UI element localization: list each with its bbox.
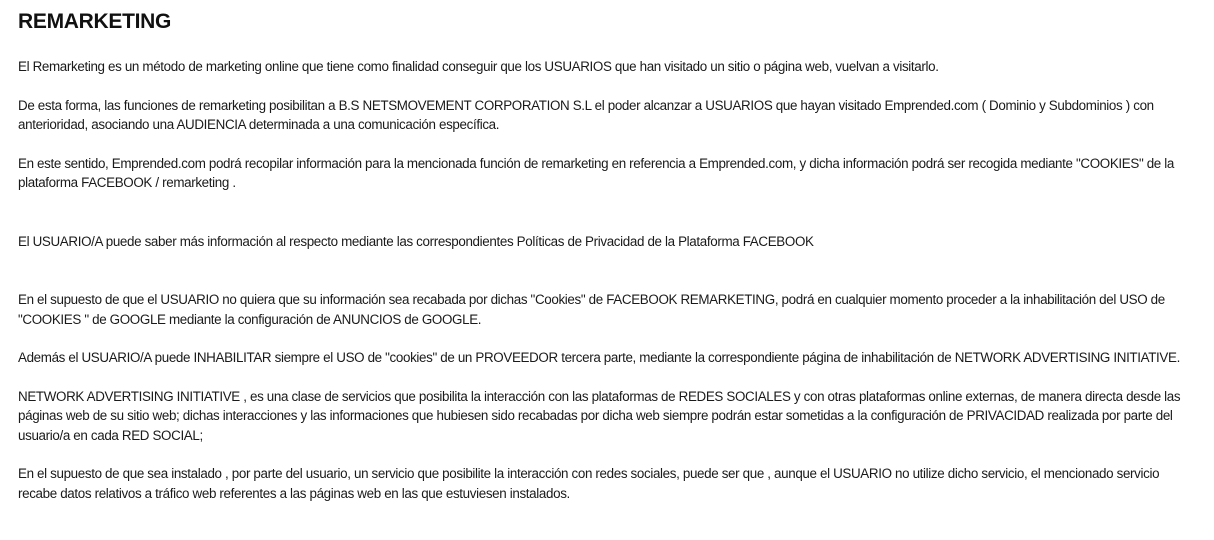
paragraph-third-party-disable: Además el USUARIO/A puede INHABILITAR siempre el USO de "cookies" de un PROVEEDOR tercera parte, mediante la correspondiente página de inhabilitación de NETWORK ADVERTISING INITIATIVE. [18, 350, 1180, 365]
paragraph-remarketing-definition: El Remarketing es un método de marketing online que tiene como finalidad conseguir que los USUARIOS que han visitado un sitio o página web, vuelvan a visitarlo. [18, 59, 939, 74]
paragraph-network-advertising: NETWORK ADVERTISING INITIATIVE , es una clase de servicios que posibilita la interacción con las plataformas de REDES SOCIALES y con otras plataformas online externas, de manera directa desde las páginas web de su sitio web; dichas interacciones y las informaciones que hubiesen sido recabadas por dicha web siempre podrán estar sometidas a la configuración de PRIVACIDAD realizada por parte del usuario/a en cada RED SOCIAL; [18, 388, 1181, 443]
paragraph-facebook-privacy: El USUARIO/A puede saber más información al respecto mediante las correspondientes Políticas de Privacidad de la Plataforma FACEBOOK [18, 233, 814, 249]
paragraph-cookie-opt-out: En el supuesto de que el USUARIO no quiera que su información sea recabada por dichas "Cookies" de FACEBOOK REMARKETING, podrá en cualquier momento proceder a la inhabilitación del USO de "COOKIES " de GOOGLE mediante la configuración de ANUNCIOS de GOOGLE. [18, 292, 1165, 327]
paragraph-social-services: En el supuesto de que sea instalado , por parte del usuario, un servicio que posibilite la interacción con redes sociales, puede ser que , aunque el USUARIO no utilize dicho servicio, el mencionado servicio recabe datos relativos a tráfico web referentes a las páginas web en las que estuviesen instalados. [18, 466, 1160, 501]
page-title: REMARKETING [18, 10, 172, 33]
paragraph-remarketing-functions: De esta forma, las funciones de remarketing posibilitan a B.S NETSMOVEMENT CORPORATION S.L el poder alcanzar a USUARIOS que hayan visitado Emprended.com ( Dominio y Subdominios ) con anterioridad, asociando una AUDIENCIA determinada a una comunicación específica. [18, 97, 1154, 132]
paragraph-information-collection: En este sentido, Emprended.com podrá recopilar información para la mencionada función de remarketing en referencia a Emprended.com, y dicha información podrá ser recogida mediante "COOKIES" de la plataforma FACEBOOK / remarketing . [18, 155, 1175, 190]
